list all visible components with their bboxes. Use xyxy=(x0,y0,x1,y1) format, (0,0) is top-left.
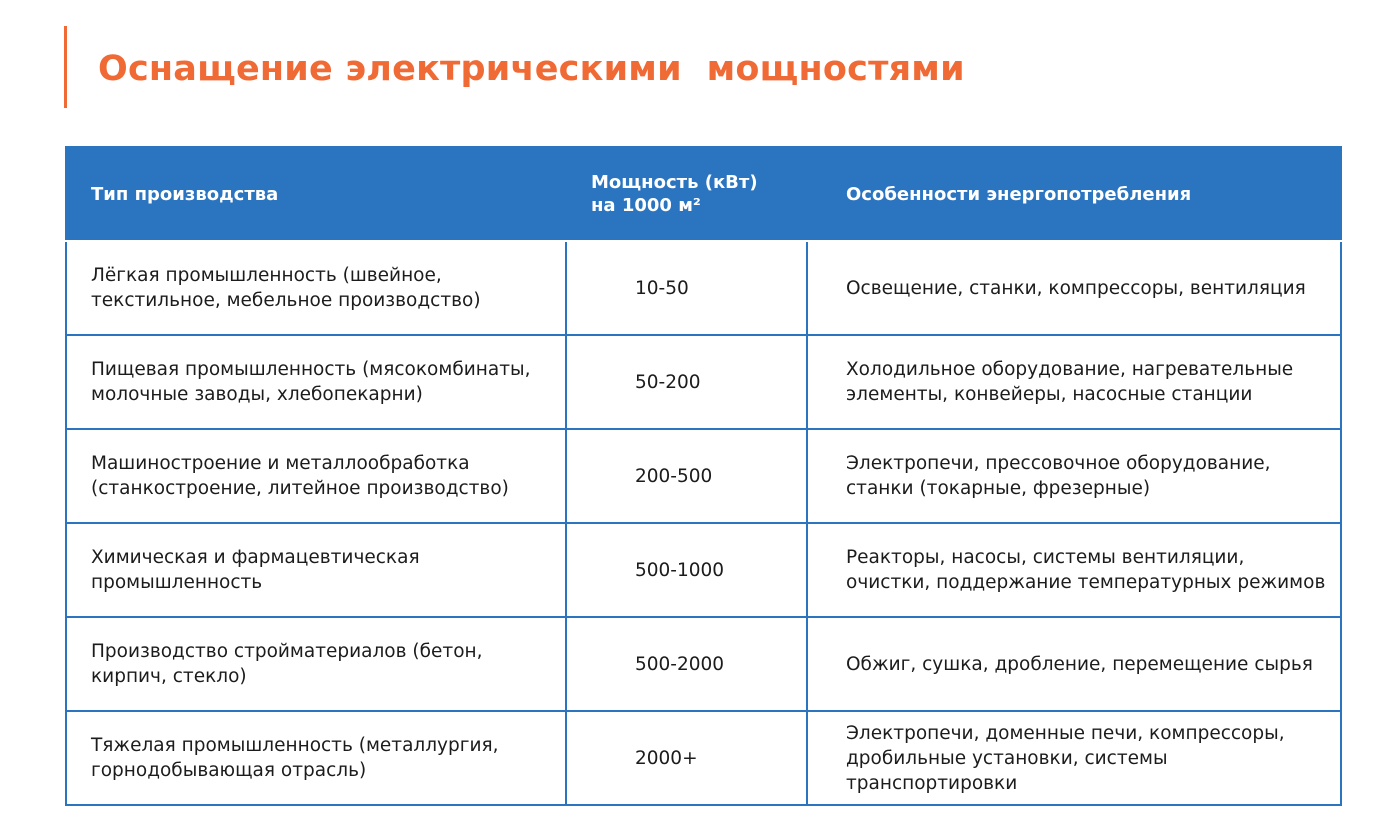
production-type-cell: Машиностроение и металлообработка (станкостроение, литейное производство) xyxy=(66,429,566,523)
power-value-cell: 50-200 xyxy=(566,335,807,429)
production-type-cell: Тяжелая промышленность (металлургия, горнодобывающая отрасль) xyxy=(66,711,566,805)
production-type-cell: Лёгкая промышленность (швейное, текстильное, мебельное производство) xyxy=(66,241,566,335)
power-value-cell: 500-1000 xyxy=(566,523,807,617)
title-accent-bar xyxy=(64,26,67,108)
power-value-cell: 10-50 xyxy=(566,241,807,335)
features-cell: Электропечи, прессовочное оборудование, станки (токарные, фрезерные) xyxy=(807,429,1341,523)
table-row xyxy=(66,335,1341,429)
production-type-cell: Производство стройматериалов (бетон, кирпич, стекло) xyxy=(66,617,566,711)
table-row xyxy=(66,523,1341,617)
features-cell: Освещение, станки, компрессоры, вентиляция xyxy=(807,241,1341,335)
power-value-cell: 2000+ xyxy=(566,711,807,805)
features-cell: Реакторы, насосы, системы вентиляции, очистки, поддержание температурных режимов xyxy=(807,523,1341,617)
header-power: Мощность (кВт) на 1000 м² xyxy=(566,147,807,241)
features-cell: Обжиг, сушка, дробление, перемещение сырья xyxy=(807,617,1341,711)
page-title: Оснащение электрическими мощностями xyxy=(98,49,965,89)
power-value-cell: 500-2000 xyxy=(566,617,807,711)
power-value-cell: 200-500 xyxy=(566,429,807,523)
production-type-cell: Пищевая промышленность (мясокомбинаты, молочные заводы, хлебопекарни) xyxy=(66,335,566,429)
power-requirements-table xyxy=(65,146,1342,806)
features-cell: Электропечи, доменные печи, компрессоры, дробильные установки, системы транспортировки xyxy=(807,711,1341,805)
table-row xyxy=(66,241,1341,335)
table-row xyxy=(66,429,1341,523)
table-row xyxy=(66,617,1341,711)
features-cell: Холодильное оборудование, нагревательные элементы, конвейеры, насосные станции xyxy=(807,335,1341,429)
table-row xyxy=(66,711,1341,805)
production-type-cell: Химическая и фармацевтическая промышленность xyxy=(66,523,566,617)
table-header-row xyxy=(66,147,1341,241)
header-production-type: Тип производства xyxy=(66,147,566,241)
header-features: Особенности энергопотребления xyxy=(807,147,1341,241)
